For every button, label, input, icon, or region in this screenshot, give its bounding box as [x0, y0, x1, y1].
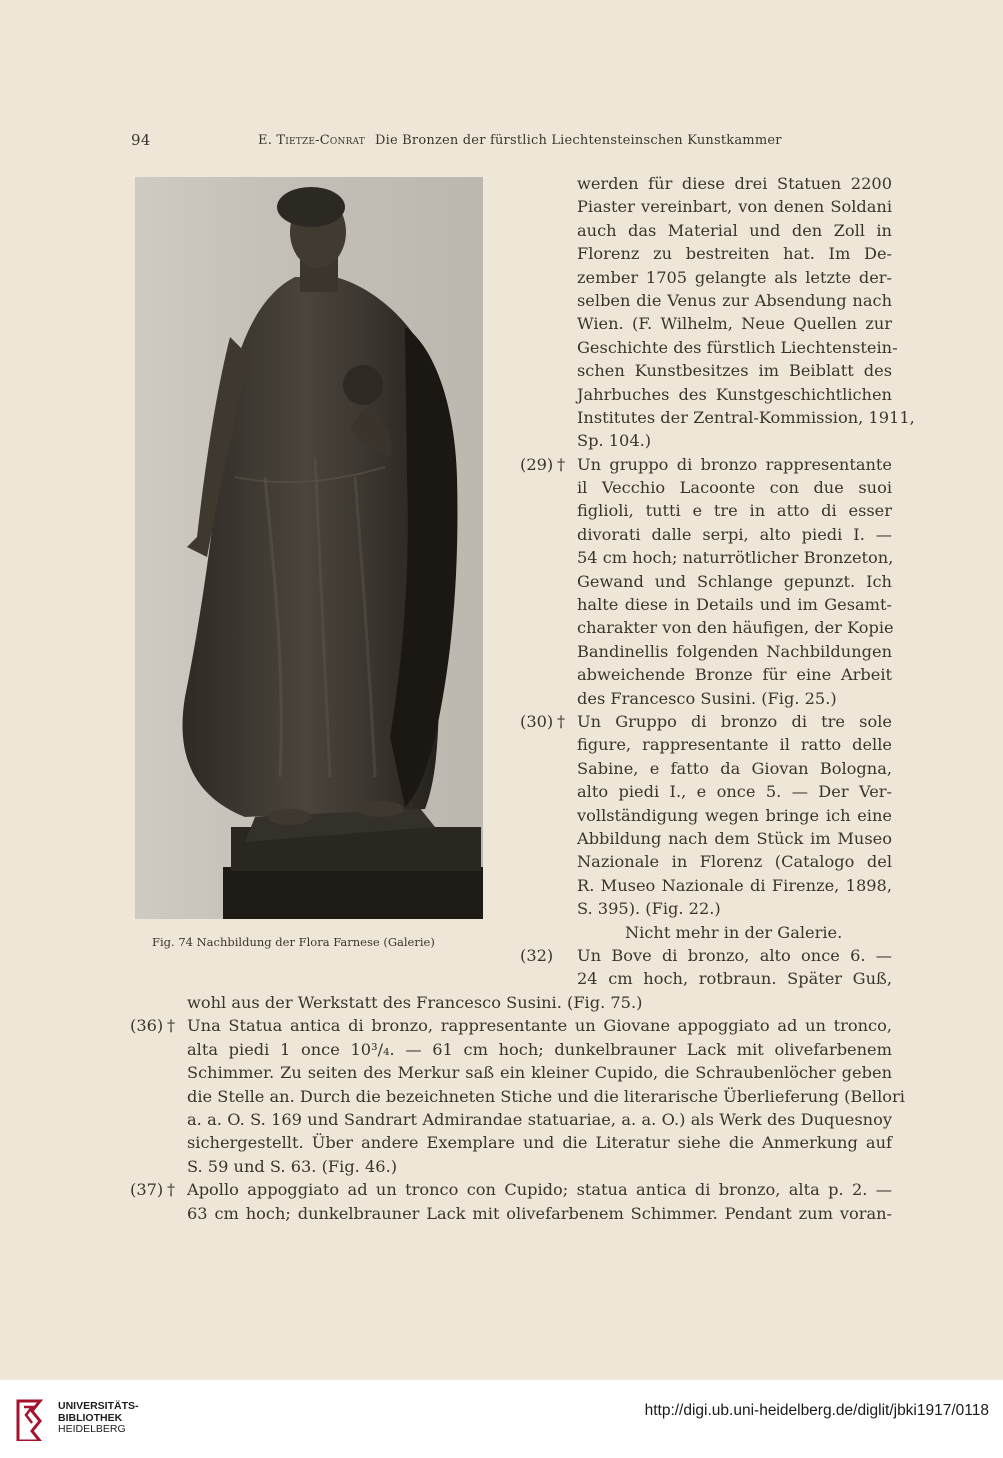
line-text: wohl aus der Werkstatt des Francesco Susini. (Fig. 75.) — [187, 993, 643, 1012]
source-url-link[interactable]: http://digi.ub.uni-heidelberg.de/diglit/jbki1917/0118 — [644, 1402, 989, 1419]
text-line — [520, 523, 892, 546]
line-text: 63 cm hoch; dunkelbrauner Lack mit olivefarbenem Schimmer. Pendant zum voran- — [187, 1203, 892, 1223]
text-line — [520, 827, 892, 850]
line-text: S. 59 und S. 63. (Fig. 46.) — [187, 1156, 398, 1176]
line-text: charakter von den häufigen, der Kopie — [577, 618, 894, 638]
text-line — [520, 780, 892, 803]
line-text: Piaster vereinbart, von denen Soldani — [577, 197, 892, 217]
line-text: figlioli, tutti e tre in atto di esser — [577, 501, 892, 521]
line-text: sichergestellt. Über andere Exemplare und die Literatur siehe die Anmerkung auf — [187, 1133, 892, 1153]
line-text: Un Bove di bronzo, alto once 6. — — [577, 945, 892, 965]
library-logo-icon — [10, 1397, 50, 1446]
dagger-mark: † — [167, 1180, 176, 1200]
text-line — [520, 476, 892, 499]
line-text: Abbildung nach dem Stück im Museo — [577, 828, 892, 848]
text-line — [520, 406, 915, 429]
figure-caption: Fig. 74 Nachbildung der Flora Farnese (Galerie) — [152, 935, 435, 949]
entry-number: (30) — [520, 711, 554, 731]
text-line — [130, 1155, 892, 1178]
text-line — [520, 874, 892, 897]
dagger-mark: † — [167, 1016, 176, 1036]
line-text: divorati dalle serpi, alto piedi I. — — [577, 524, 892, 544]
footer-bar — [0, 1380, 1003, 1458]
dagger-mark: † — [557, 454, 566, 474]
text-line — [520, 850, 892, 873]
text-line — [520, 312, 892, 335]
full-width-text — [130, 991, 905, 1225]
text-line — [520, 710, 892, 733]
text-line — [130, 991, 892, 1014]
text-line — [130, 1131, 892, 1154]
text-line — [520, 967, 892, 990]
line-text: auch das Material und den Zoll in — [577, 220, 892, 240]
text-line — [130, 1178, 892, 1201]
line-text: Wien. (F. Wilhelm, Neue Quellen zur — [577, 314, 892, 334]
header-author: E. Tietze-Conrat — [258, 133, 365, 148]
line-text: Un gruppo di bronzo rappresentante — [577, 454, 892, 474]
text-line — [520, 640, 892, 663]
line-text: des Francesco Susini. (Fig. 25.) — [577, 688, 837, 708]
line-text: zember 1705 gelangte als letzte der- — [577, 267, 892, 287]
text-line — [520, 921, 892, 944]
text-line — [520, 383, 892, 406]
text-line — [520, 266, 892, 289]
line-text: Sabine, e fatto da Giovan Bologna, — [577, 758, 892, 778]
text-line — [520, 593, 892, 616]
text-line — [520, 429, 892, 452]
line-text: vollständigung wegen bringe ich eine — [577, 805, 892, 825]
line-text: Una Statua antica di bronzo, rappresentante un Giovane appoggiato ad un tronco, — [187, 1016, 892, 1036]
text-line — [130, 1108, 892, 1131]
bronze-statue-image — [135, 177, 483, 919]
line-text: alta piedi 1 once 10³/₄. — 61 cm hoch; dunkelbrauner Lack mit olivefarbenem — [187, 1039, 892, 1059]
text-line — [520, 687, 892, 710]
line-text: Florenz zu bestreiten hat. Im De- — [577, 244, 892, 264]
text-line — [520, 757, 892, 780]
right-column-text — [520, 172, 915, 991]
line-text: Jahrbuches des Kunstgeschichtlichen — [577, 384, 892, 404]
line-text: Institutes der Zentral-Kommission, 1911, — [577, 407, 915, 427]
line-text: figure, rappresentante il ratto delle — [577, 735, 892, 755]
line-text: Apollo appoggiato ad un tronco con Cupido; statua antica di bronzo, alta p. 2. — — [187, 1180, 892, 1200]
library-name: UNIVERSITÄTS- BIBLIOTHEK HEIDELBERG — [58, 1400, 139, 1435]
line-text: halte diese in Details und im Gesamt- — [577, 595, 892, 615]
text-line — [520, 663, 892, 686]
text-line — [520, 804, 892, 827]
entry-number: (32) — [520, 945, 554, 965]
text-line — [520, 897, 892, 920]
text-line — [520, 499, 892, 522]
line-text: S. 395). (Fig. 22.) — [577, 899, 721, 919]
text-line — [520, 570, 892, 593]
entry-number: (29) — [520, 454, 554, 474]
text-line — [520, 616, 892, 639]
line-text: a. a. O. S. 169 und Sandrart Admirandae statuariae, a. a. O.) als Werk des Duquesnoy — [187, 1109, 892, 1129]
line-text: Nicht mehr in der Galerie. — [625, 922, 843, 942]
entry-number: (36) — [130, 1016, 164, 1036]
line-text: Schimmer. Zu seiten des Merkur saß ein kleiner Cupido, die Schraubenlöcher geben — [187, 1063, 892, 1083]
text-line — [520, 336, 898, 359]
text-line — [520, 195, 892, 218]
text-line — [520, 289, 892, 312]
running-header — [131, 131, 891, 153]
page-number: 94 — [131, 131, 151, 149]
line-text: il Vecchio Lacoonte con due suoi — [577, 478, 892, 498]
line-text: Nazionale in Florenz (Catalogo del — [577, 852, 892, 872]
line-text: Gewand und Schlange gepunzt. Ich — [577, 571, 892, 591]
line-text: R. Museo Nazionale di Firenze, 1898, — [577, 875, 892, 895]
text-line — [130, 1038, 892, 1061]
line-text: selben die Venus zur Absendung nach — [577, 290, 892, 310]
text-line — [130, 1061, 892, 1084]
line-text: Sp. 104.) — [577, 431, 652, 451]
text-line — [520, 453, 892, 476]
text-line — [130, 1014, 892, 1037]
line-text: alto piedi I., e once 5. — Der Ver- — [577, 782, 892, 802]
line-text: Bandinellis folgenden Nachbildungen — [577, 641, 892, 661]
line-text: schen Kunstbesitzes im Beiblatt des — [577, 361, 892, 381]
line-text: Geschichte des fürstlich Liechtenstein- — [577, 337, 898, 357]
text-line — [520, 944, 892, 967]
line-text: die Stelle an. Durch die bezeichneten Stiche und die literarische Überlieferung (Bellori — [187, 1086, 905, 1106]
figure-photograph — [135, 177, 483, 919]
text-line — [130, 1085, 905, 1108]
line-text: Un Gruppo di bronzo di tre sole — [577, 711, 892, 731]
text-line — [520, 359, 892, 382]
text-line — [520, 242, 892, 265]
line-text: 24 cm hoch, rotbraun. Später Guß, — [577, 969, 892, 989]
text-line — [520, 546, 892, 569]
text-line — [520, 219, 892, 242]
line-text: abweichende Bronze für eine Arbeit — [577, 665, 892, 685]
text-line — [520, 733, 892, 756]
header-title: Die Bronzen der fürstlich Liechtensteinschen Kunstkammer — [374, 133, 782, 148]
text-line — [130, 1202, 892, 1225]
text-line — [520, 172, 892, 195]
entry-number: (37) — [130, 1180, 164, 1200]
line-text: 54 cm hoch; naturrötlicher Bronzeton, — [577, 548, 894, 568]
line-text: werden für diese drei Statuen 2200 — [577, 174, 892, 193]
dagger-mark: † — [557, 711, 566, 731]
